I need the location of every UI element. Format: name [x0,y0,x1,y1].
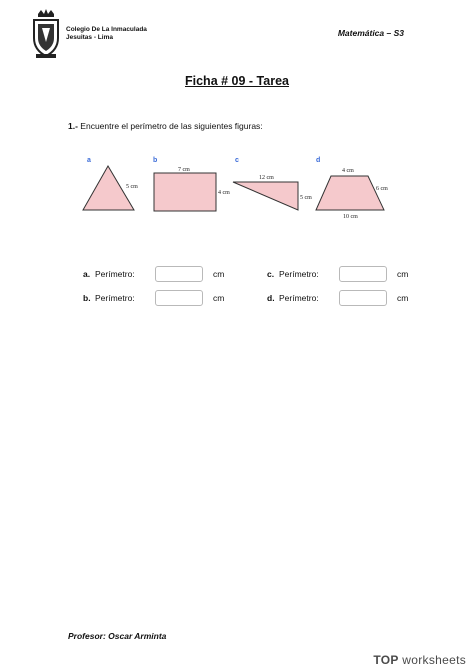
question-1 [68,121,263,131]
answer-row-c [267,265,408,283]
figure-d-top-label: 4 cm [342,168,354,174]
figure-b-rectangle [154,173,216,211]
answer-letter-b: b. [83,293,91,303]
school-name [66,26,147,42]
figure-d-letter: d [316,157,321,164]
answer-row-d [267,289,408,307]
figure-c-height-label: 5 cm [300,195,312,201]
answer-label-d: Perímetro: [279,293,319,303]
figure-b-letter: b [153,157,158,164]
figure-c-letter: c [235,157,239,164]
perimeter-input-d[interactable] [339,290,387,306]
brand-watermark [373,653,466,667]
answer-unit-d: cm [397,293,409,303]
brand-top: TOP [373,653,399,667]
answer-row-b [83,289,224,307]
answer-letter-d: d. [267,293,275,303]
school-crest-logo [30,8,62,60]
perimeter-input-b[interactable] [155,290,203,306]
figure-b-height-label: 4 cm [218,190,230,196]
figure-b-width-label: 7 cm [178,167,190,173]
figure-d-bottom-label: 10 cm [343,214,358,220]
answer-label-c: Perímetro: [279,269,319,279]
figure-c-right-triangle [233,182,298,210]
professor-name: Profesor: Oscar Arminta [68,631,167,641]
perimeter-input-a[interactable] [155,266,203,282]
answer-label-b: Perímetro: [95,293,135,303]
figure-a-side-label: 5 cm [126,184,138,190]
answer-unit-c: cm [397,269,409,279]
question-text: Encuentre el perímetro de las siguientes figuras: [80,121,263,131]
school-name-line2: Jesuitas - Lima [66,34,113,41]
answer-unit-a: cm [213,269,225,279]
figure-d-side-label: 6 cm [376,186,388,192]
question-number: 1.- [68,121,78,131]
answer-label-a: Perímetro: [95,269,135,279]
answer-row-a [83,265,224,283]
school-name-line1: Colegio De La Inmaculada [66,26,147,33]
brand-rest: worksheets [398,653,466,667]
page-title: Ficha # 09 - Tarea [185,74,289,88]
answer-unit-b: cm [213,293,225,303]
figure-a-letter: a [87,157,91,164]
figure-c-base-label: 12 cm [259,175,274,181]
subject-label: Matemática – S3 [337,28,404,38]
figures-panel [0,150,474,230]
figure-d-trapezoid [316,176,384,210]
perimeter-input-c[interactable] [339,266,387,282]
answer-letter-c: c. [267,269,275,279]
answer-letter-a: a. [83,269,91,279]
